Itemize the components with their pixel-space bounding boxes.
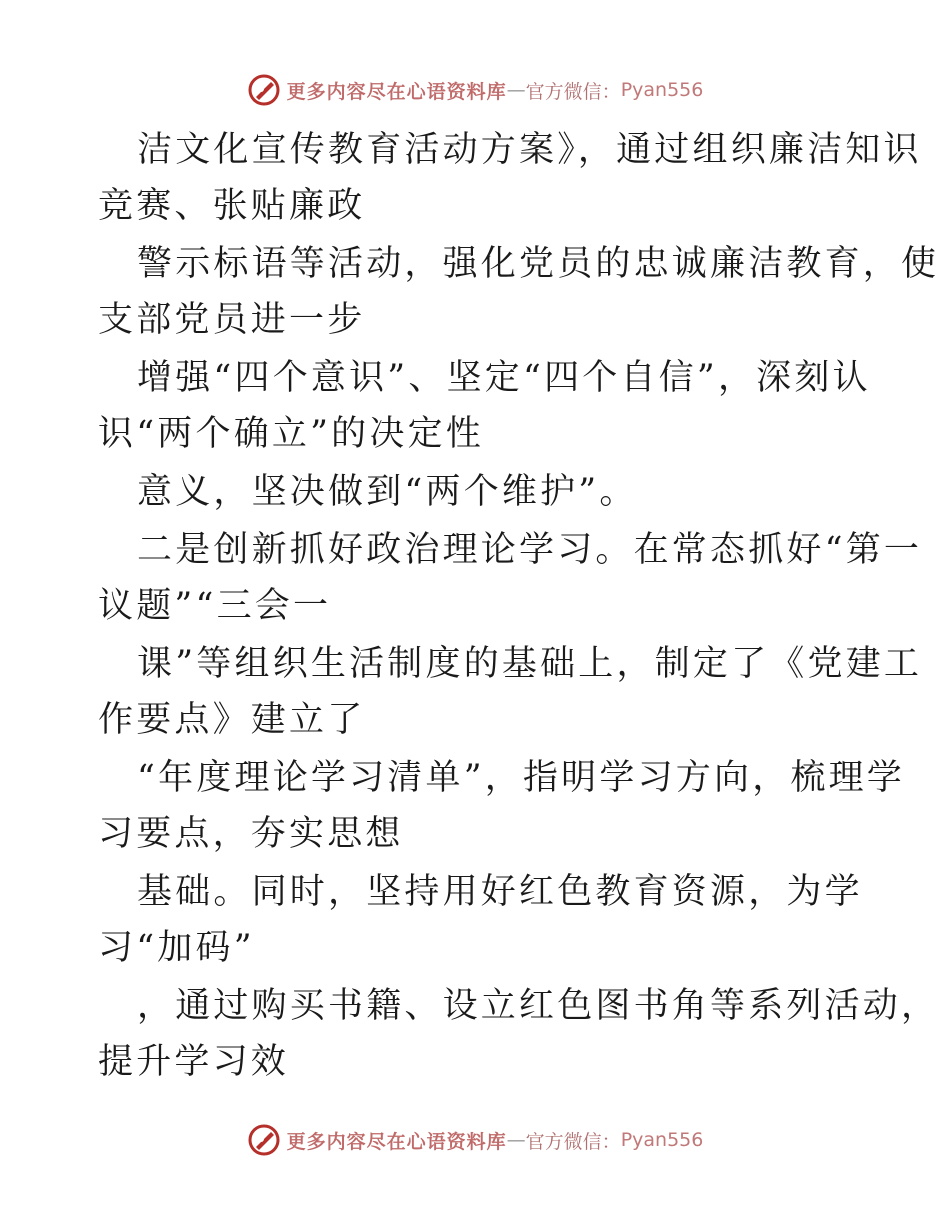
banner-official-label: 官方微信： <box>525 80 621 103</box>
text-line: 基础。同时，坚持用好红色教育资源，为学 <box>137 872 863 912</box>
text-line: 竞赛、张贴廉政 <box>98 186 366 226</box>
text-line: 增强“四个意识”、坚定“四个自信”，深刻认 <box>137 358 871 398</box>
text-line: ，通过购买书籍、设立红色图书角等系列活动， <box>137 986 940 1026</box>
text-line: 警示标语等活动，强化党员的忠诚廉洁教育，使 <box>137 244 940 284</box>
banner-separator: — <box>506 1129 526 1151</box>
text-line: 课”等组织生活制度的基础上，制定了《党建工 <box>137 644 923 684</box>
text-line: “年度理论学习清单”，指明学习方向，梳理学 <box>137 758 905 798</box>
text-line: 提升学习效 <box>98 1042 290 1082</box>
banner-official-label: 官方微信： <box>525 1130 621 1153</box>
header-banner <box>0 70 950 110</box>
footer-banner <box>0 1120 950 1160</box>
banner-wechat-id: Pyan556 <box>620 79 704 101</box>
text-line: 作要点》建立了 <box>98 700 366 740</box>
text-line: 习“加码” <box>98 928 255 968</box>
banner-main-text: 更多内容尽在心语资料库 <box>286 1130 507 1153</box>
text-line: 识“两个确立”的决定性 <box>98 414 484 454</box>
text-line: 意义，坚决做到“两个维护”。 <box>137 472 638 512</box>
text-line: 支部党员进一步 <box>98 300 366 340</box>
text-line: 习要点，夯实思想 <box>98 814 404 854</box>
text-line: 洁文化宣传教育活动方案》，通过组织廉洁知识 <box>137 130 922 170</box>
banner-wechat-id: Pyan556 <box>620 1129 704 1151</box>
banner-main-text: 更多内容尽在心语资料库 <box>286 80 507 103</box>
text-line: 议题”“三会一 <box>98 586 332 626</box>
banner-separator: — <box>506 79 526 101</box>
brand-logo-icon <box>247 73 281 107</box>
brand-logo-icon <box>247 1123 281 1157</box>
text-line: 二是创新抓好政治理论学习。在常态抓好“第一 <box>137 530 923 570</box>
